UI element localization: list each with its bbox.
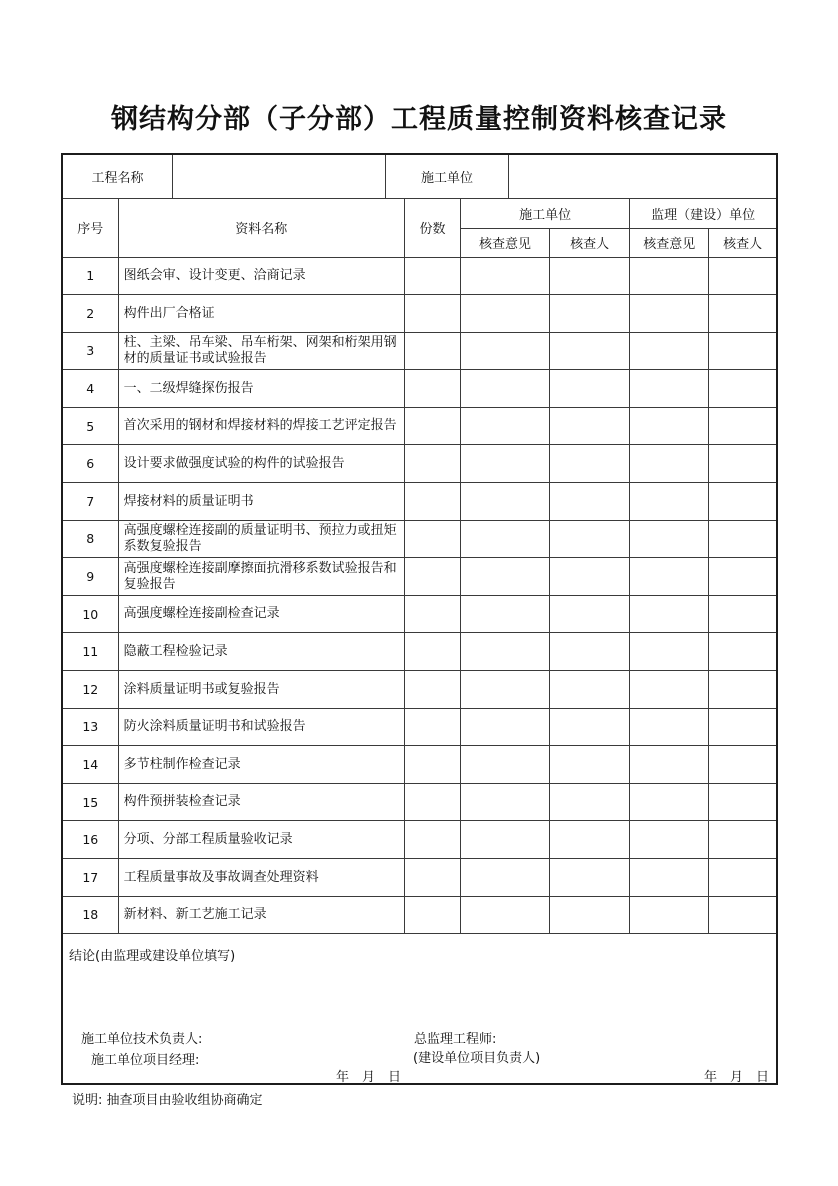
table-row (63, 332, 776, 370)
cu-opinion-cell (461, 370, 550, 408)
su-checker-cell (709, 520, 776, 558)
table-row (63, 483, 776, 521)
cu-opinion-header: 核查意见 (461, 228, 550, 257)
copies-cell (404, 746, 460, 784)
su-checker-cell (709, 558, 776, 596)
su-opinion-cell (630, 257, 709, 295)
su-opinion-cell (630, 483, 709, 521)
su-checker-cell (709, 295, 776, 333)
copies-cell (404, 859, 460, 897)
cu-opinion-cell (461, 445, 550, 483)
row-no-cell: 10 (63, 595, 118, 633)
copies-cell (404, 370, 460, 408)
table-row (63, 633, 776, 671)
su-opinion-cell (630, 520, 709, 558)
copies-cell (404, 483, 460, 521)
cu-checker-cell (550, 332, 630, 370)
table-row (63, 821, 776, 859)
table-row (63, 671, 776, 709)
copies-cell (404, 783, 460, 821)
checklist-body (63, 257, 776, 934)
copies-cell (404, 558, 460, 596)
cu-opinion-cell (461, 896, 550, 934)
su-checker-cell (709, 859, 776, 897)
table-row (63, 859, 776, 897)
table-row (63, 595, 776, 633)
chief-supervisor-signature-label: 总监理工程师: (414, 1032, 497, 1048)
cu-checker-cell (550, 483, 630, 521)
cu-opinion-cell (461, 295, 550, 333)
cu-opinion-cell (461, 520, 550, 558)
info-row (63, 155, 776, 199)
su-opinion-cell (630, 332, 709, 370)
cu-opinion-cell (461, 859, 550, 897)
su-opinion-cell (630, 896, 709, 934)
cu-opinion-cell (461, 746, 550, 784)
su-opinion-cell (630, 595, 709, 633)
su-checker-cell (709, 483, 776, 521)
cu-checker-cell (550, 295, 630, 333)
row-name-cell: 设计要求做强度试验的构件的试验报告 (118, 445, 404, 483)
row-no-cell: 15 (63, 783, 118, 821)
su-opinion-cell (630, 821, 709, 859)
cu-opinion-cell (461, 407, 550, 445)
row-no-cell: 11 (63, 633, 118, 671)
table-row (63, 295, 776, 333)
su-opinion-cell (630, 445, 709, 483)
date-left: 年 月 日 (336, 1070, 402, 1086)
cu-checker-cell (550, 708, 630, 746)
cu-opinion-cell (461, 595, 550, 633)
construction-unit-group-header: 施工单位 (461, 199, 630, 228)
cu-checker-cell (550, 783, 630, 821)
copies-cell (404, 407, 460, 445)
copies-cell (404, 332, 460, 370)
su-opinion-cell (630, 295, 709, 333)
su-checker-cell (709, 671, 776, 709)
row-no-cell: 6 (63, 445, 118, 483)
su-checker-cell (709, 896, 776, 934)
cu-opinion-cell (461, 708, 550, 746)
row-no-cell: 9 (63, 558, 118, 596)
su-opinion-cell (630, 671, 709, 709)
su-checker-cell (709, 595, 776, 633)
su-checker-cell (709, 257, 776, 295)
row-no-cell: 14 (63, 746, 118, 784)
cu-opinion-cell (461, 633, 550, 671)
su-opinion-cell (630, 746, 709, 784)
row-name-cell: 高强度螺栓连接副摩擦面抗滑移系数试验报告和复验报告 (118, 558, 404, 596)
cu-checker-cell (550, 859, 630, 897)
cu-checker-cell (550, 445, 630, 483)
su-opinion-cell (630, 708, 709, 746)
cu-checker-cell (550, 520, 630, 558)
project-manager-signature-label: 施工单位项目经理: (91, 1053, 200, 1069)
checklist-header (63, 199, 776, 257)
su-opinion-cell (630, 558, 709, 596)
row-name-cell: 柱、主梁、吊车梁、吊车桁架、网架和桁架用钢材的质量证书或试验报告 (118, 332, 404, 370)
table-row (63, 783, 776, 821)
cu-checker-cell (550, 407, 630, 445)
su-checker-cell (709, 708, 776, 746)
table-row (63, 558, 776, 596)
table-row (63, 708, 776, 746)
cu-checker-cell (550, 896, 630, 934)
su-checker-cell (709, 370, 776, 408)
row-no-cell: 2 (63, 295, 118, 333)
copies-cell (404, 671, 460, 709)
checklist-table (63, 199, 776, 934)
row-name-cell: 构件出厂合格证 (118, 295, 404, 333)
row-no-cell: 3 (63, 332, 118, 370)
copies-cell (404, 595, 460, 633)
table-row (63, 896, 776, 934)
row-name-cell: 构件预拼装检查记录 (118, 783, 404, 821)
table-row (63, 520, 776, 558)
copies-cell (404, 896, 460, 934)
note: 说明: 抽查项目由验收组协商确定 (72, 1093, 263, 1108)
su-checker-cell (709, 332, 776, 370)
su-checker-cell (709, 633, 776, 671)
row-no-cell: 17 (63, 859, 118, 897)
su-opinion-cell (630, 633, 709, 671)
row-name-cell: 涂料质量证明书或复验报告 (118, 671, 404, 709)
page-title: 钢结构分部（子分部）工程质量控制资料核查记录 (111, 104, 727, 135)
conclusion-section (63, 934, 776, 1086)
row-name-cell: 高强度螺栓连接副的质量证明书、预拉力或扭矩系数复验报告 (118, 520, 404, 558)
row-name-cell: 一、二级焊缝探伤报告 (118, 370, 404, 408)
conclusion-label: 结论(由监理或建设单位填写) (69, 949, 236, 965)
col-name-header: 资料名称 (118, 199, 404, 257)
su-opinion-cell (630, 783, 709, 821)
record-form (61, 153, 778, 1085)
su-checker-cell (709, 821, 776, 859)
row-name-cell: 高强度螺栓连接副检查记录 (118, 595, 404, 633)
cu-checker-cell (550, 257, 630, 295)
su-opinion-cell (630, 407, 709, 445)
su-opinion-cell (630, 370, 709, 408)
su-checker-header: 核查人 (709, 228, 776, 257)
su-opinion-header: 核查意见 (630, 228, 709, 257)
table-row (63, 407, 776, 445)
owner-lead-signature-label: (建设单位项目负责人) (413, 1051, 541, 1067)
date-right: 年 月 日 (703, 1070, 769, 1086)
row-no-cell: 13 (63, 708, 118, 746)
row-no-cell: 18 (63, 896, 118, 934)
construction-unit-label-cell: 施工单位 (386, 155, 509, 198)
row-name-cell: 图纸会审、设计变更、洽商记录 (118, 257, 404, 295)
cu-checker-header: 核查人 (550, 228, 630, 257)
row-no-cell: 1 (63, 257, 118, 295)
construction-unit-value-cell (509, 155, 776, 198)
row-name-cell: 防火涂料质量证明书和试验报告 (118, 708, 404, 746)
col-copies-header: 份数 (404, 199, 460, 257)
copies-cell (404, 445, 460, 483)
cu-opinion-cell (461, 257, 550, 295)
cu-checker-cell (550, 370, 630, 408)
table-row (63, 257, 776, 295)
row-no-cell: 8 (63, 520, 118, 558)
cu-checker-cell (550, 671, 630, 709)
cu-checker-cell (550, 633, 630, 671)
cu-opinion-cell (461, 783, 550, 821)
cu-checker-cell (550, 595, 630, 633)
table-row (63, 746, 776, 784)
cu-opinion-cell (461, 332, 550, 370)
cu-checker-cell (550, 558, 630, 596)
row-no-cell: 16 (63, 821, 118, 859)
project-name-value-cell (173, 155, 386, 198)
row-name-cell: 分项、分部工程质量验收记录 (118, 821, 404, 859)
row-no-cell: 4 (63, 370, 118, 408)
row-name-cell: 隐蔽工程检验记录 (118, 633, 404, 671)
col-no-header: 序号 (63, 199, 118, 257)
project-name-label-cell: 工程名称 (63, 155, 173, 198)
copies-cell (404, 520, 460, 558)
cu-opinion-cell (461, 558, 550, 596)
row-name-cell: 多节柱制作检查记录 (118, 746, 404, 784)
copies-cell (404, 257, 460, 295)
tech-lead-signature-label: 施工单位技术负责人: (81, 1032, 203, 1048)
su-checker-cell (709, 445, 776, 483)
copies-cell (404, 295, 460, 333)
cu-opinion-cell (461, 483, 550, 521)
row-no-cell: 12 (63, 671, 118, 709)
row-name-cell: 首次采用的钢材和焊接材料的焊接工艺评定报告 (118, 407, 404, 445)
cu-opinion-cell (461, 821, 550, 859)
su-opinion-cell (630, 859, 709, 897)
copies-cell (404, 821, 460, 859)
table-row (63, 370, 776, 408)
row-name-cell: 焊接材料的质量证明书 (118, 483, 404, 521)
copies-cell (404, 633, 460, 671)
supervision-unit-group-header: 监理（建设）单位 (630, 199, 776, 228)
row-no-cell: 7 (63, 483, 118, 521)
cu-checker-cell (550, 821, 630, 859)
cu-opinion-cell (461, 671, 550, 709)
row-name-cell: 工程质量事故及事故调查处理资料 (118, 859, 404, 897)
su-checker-cell (709, 783, 776, 821)
copies-cell (404, 708, 460, 746)
su-checker-cell (709, 746, 776, 784)
table-row (63, 445, 776, 483)
row-name-cell: 新材料、新工艺施工记录 (118, 896, 404, 934)
row-no-cell: 5 (63, 407, 118, 445)
su-checker-cell (709, 407, 776, 445)
cu-checker-cell (550, 746, 630, 784)
